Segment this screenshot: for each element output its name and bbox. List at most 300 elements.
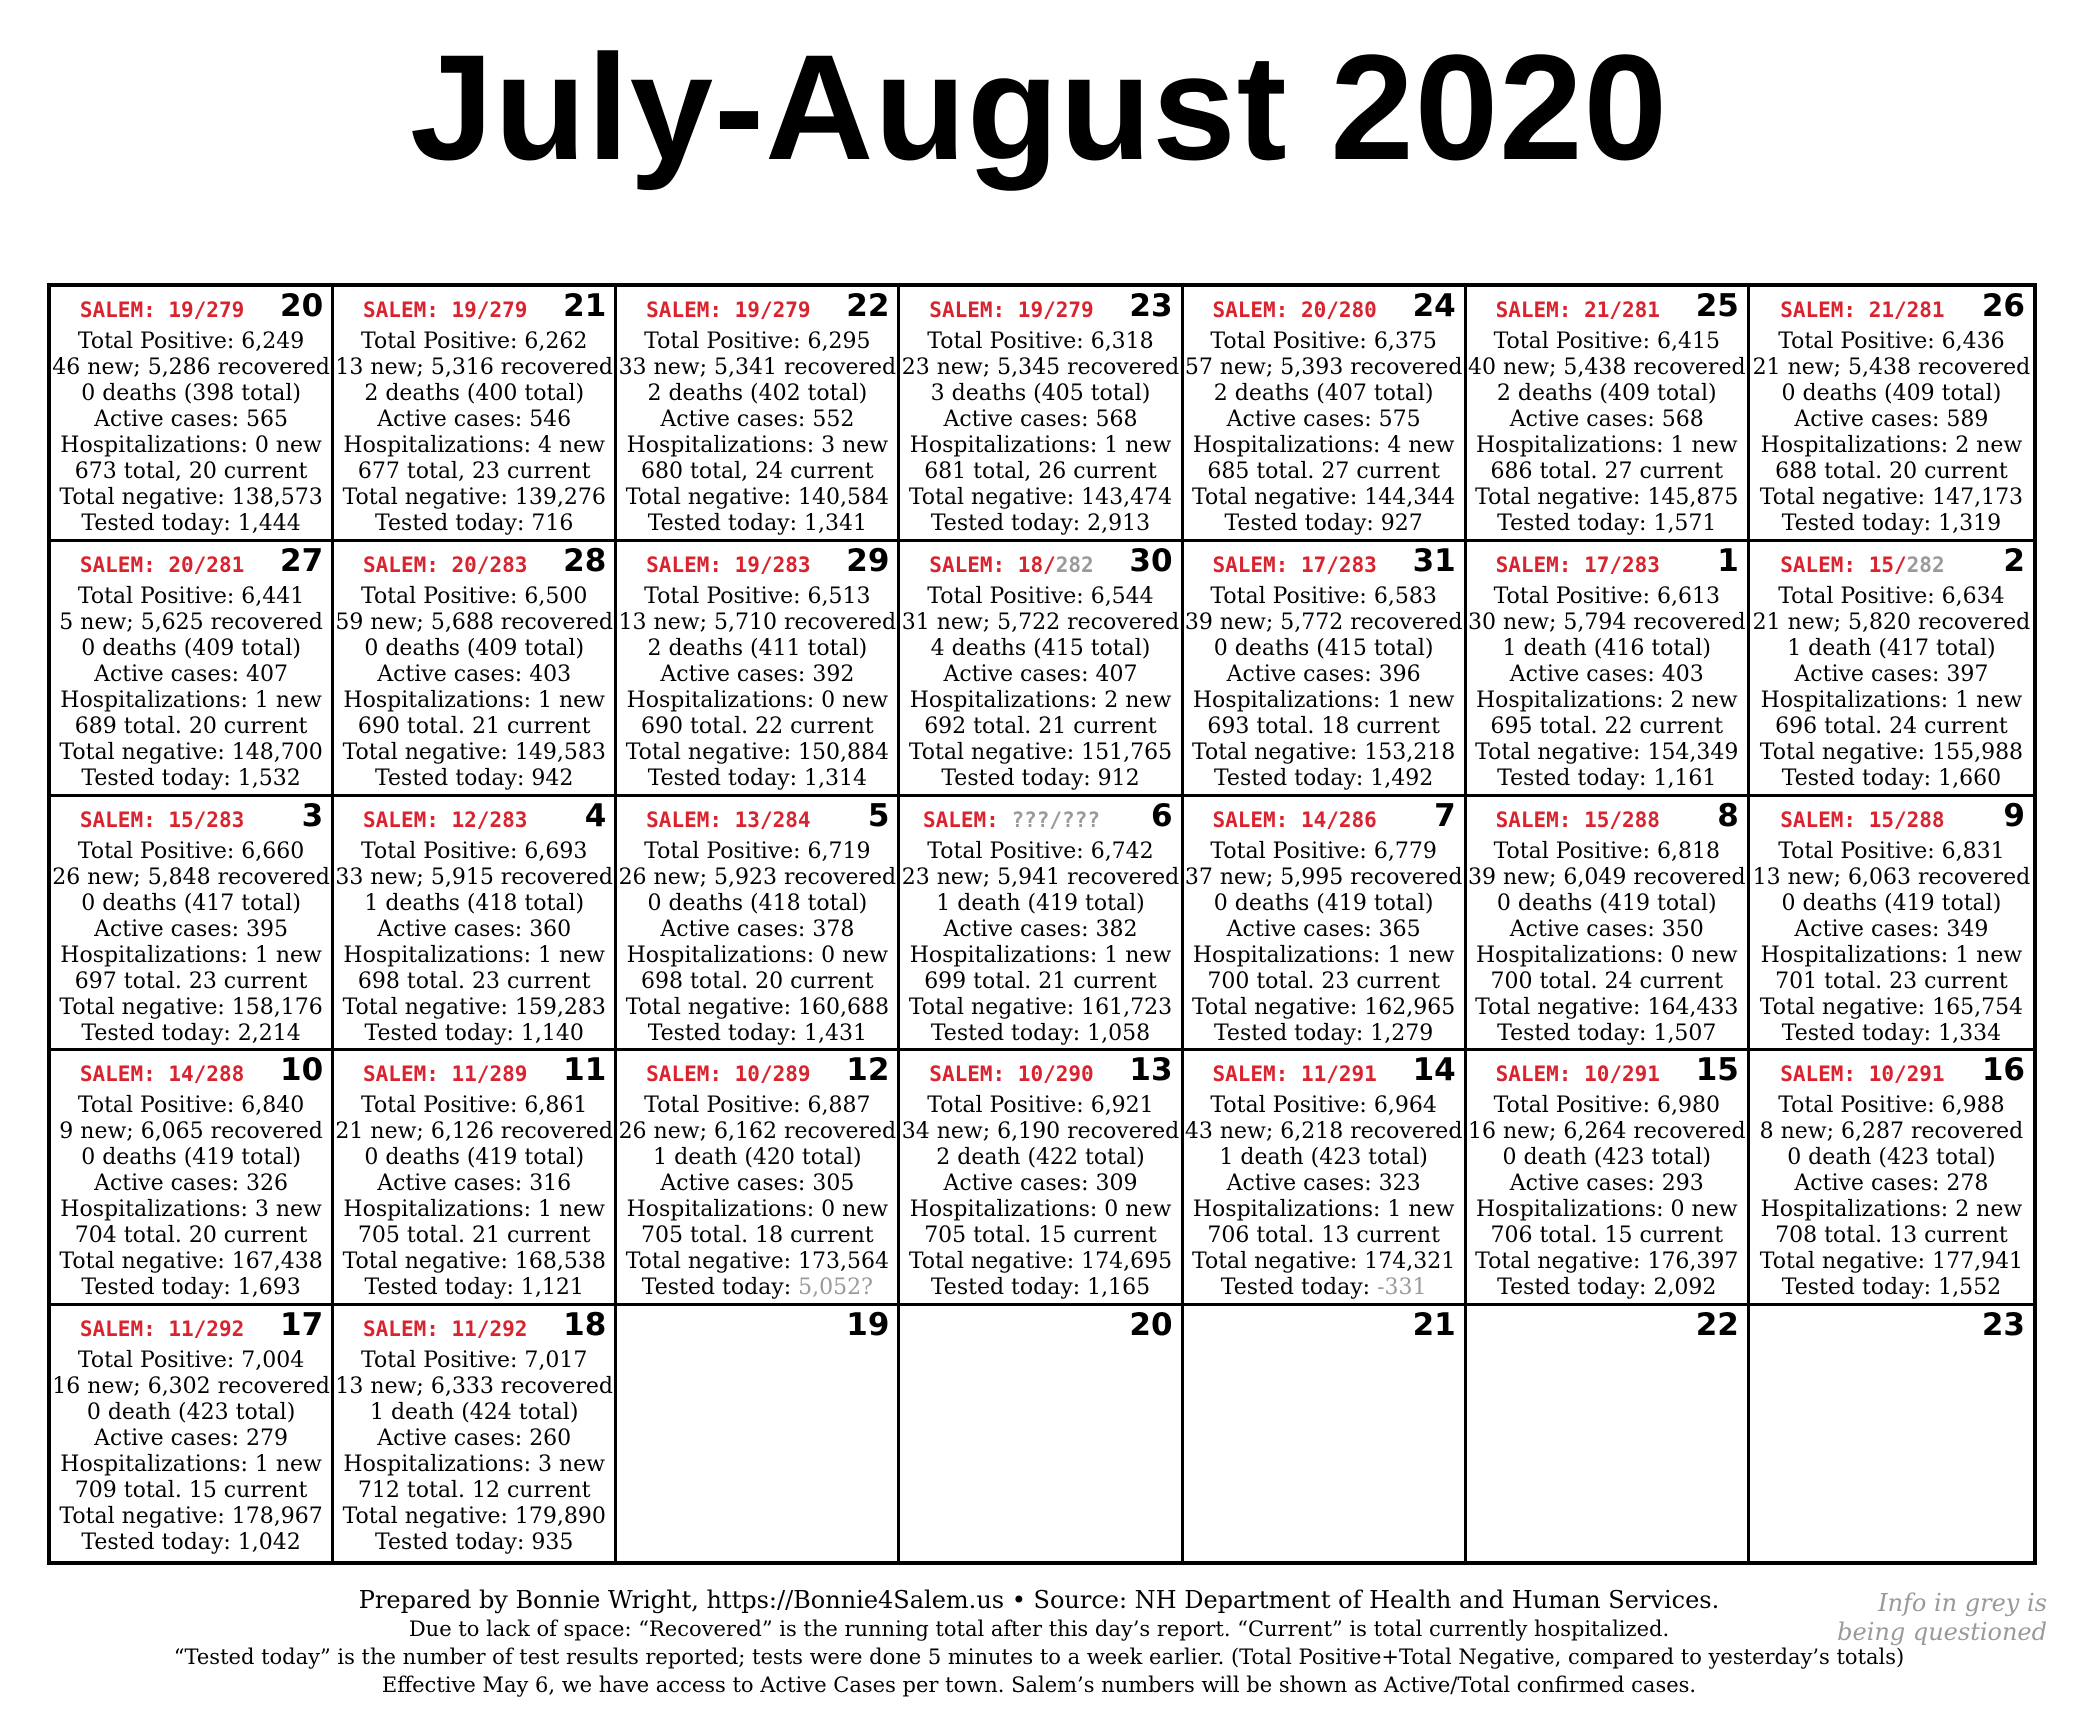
- stat-line: [51, 714, 331, 740]
- stat-line: [900, 1249, 1180, 1275]
- calendar-day-cell: [51, 287, 334, 542]
- stat-line: [51, 329, 331, 355]
- day-header: [906, 797, 1173, 836]
- stat-line: [51, 1119, 331, 1145]
- stat-text: 692 total. 21 current: [924, 713, 1157, 739]
- calendar-day-cell: [617, 287, 900, 542]
- day-number: 19: [846, 1307, 890, 1344]
- stat-text: 1 deaths (418 total): [364, 890, 585, 916]
- salem-cases: [57, 1062, 267, 1086]
- stat-line: [1184, 943, 1464, 969]
- footer-note-tested: “Tested today” is the number of test results reported; tests were done 5 minutes to a week earlier. (Total Positive+Total Negative, compared to yesterday’s totals): [173, 1645, 1905, 1669]
- stat-text: 701 total. 23 current: [1775, 968, 2008, 994]
- stat-text: 2 deaths (411 total): [647, 635, 868, 661]
- stat-text: Hospitalizations: 1 new: [909, 433, 1172, 458]
- stat-line: [1467, 1145, 1747, 1171]
- stat-line: [334, 839, 614, 865]
- stat-text: 2 death (422 total): [936, 1145, 1145, 1171]
- stat-line: [334, 1478, 614, 1504]
- calendar-day-cell: [1467, 1051, 1750, 1306]
- stat-line: [1467, 766, 1747, 792]
- stat-text: Hospitalizations: 0 new: [1475, 942, 1738, 968]
- salem-cases-text: SALEM: 20/280: [1212, 298, 1377, 322]
- stat-line: [1184, 329, 1464, 355]
- stat-line: [1184, 662, 1464, 688]
- day-number: 12: [846, 1052, 890, 1089]
- stat-text: Total negative: 173,564: [625, 1249, 889, 1275]
- stat-text: 1 death (417 total): [1787, 635, 1996, 661]
- calendar-day-cell: [1467, 797, 1750, 1052]
- salem-cases: [906, 298, 1116, 322]
- stat-text: Active cases: 407: [94, 661, 289, 687]
- stat-line: [1467, 584, 1747, 610]
- calendar-day-cell: [1184, 797, 1467, 1052]
- stat-line: [617, 381, 897, 407]
- day-number: 18: [563, 1307, 607, 1344]
- stat-line: [1467, 995, 1747, 1021]
- stat-text: 26 new; 5,923 recovered: [618, 864, 897, 890]
- stat-line: [334, 1530, 614, 1556]
- stat-line: [1467, 459, 1747, 485]
- day-number: 26: [1981, 288, 2025, 324]
- stat-text: 34 new; 6,190 recovered: [901, 1119, 1180, 1145]
- stat-line: [51, 740, 331, 766]
- stat-text: Hospitalizations: 1 new: [1192, 1197, 1455, 1223]
- stat-line: [51, 865, 331, 891]
- salem-cases-text: SALEM: 10/291: [1495, 1062, 1660, 1087]
- stat-line: [1467, 511, 1747, 537]
- stat-text: Tested today: 942: [375, 765, 574, 791]
- stat-line: [334, 1374, 614, 1400]
- stat-text: Hospitalizations: 1 new: [1192, 687, 1455, 713]
- day-number: 16: [1981, 1052, 2025, 1089]
- stat-text: Total negative: 154,349: [1475, 739, 1739, 765]
- day-header: [340, 542, 607, 581]
- day-header: [57, 542, 324, 581]
- stat-text: Total Positive: 6,818: [1493, 838, 1720, 864]
- stat-text: Tested today: 1,334: [1781, 1020, 2002, 1046]
- day-stats: [617, 584, 897, 792]
- stat-text: 0 deaths (409 total): [364, 635, 585, 661]
- stat-text: Tested today: 1,571: [1497, 511, 1717, 536]
- stat-line: [1184, 865, 1464, 891]
- stat-line: [900, 714, 1180, 740]
- salem-cases: [1190, 1062, 1400, 1086]
- stat-text: Total negative: 149,583: [342, 739, 606, 765]
- stat-line: [617, 1119, 897, 1145]
- stat-text: 1 death (420 total): [653, 1145, 862, 1171]
- stat-text: Hospitalizations: 0 new: [626, 687, 889, 713]
- day-header: [1756, 1309, 2025, 1345]
- day-number: 5: [867, 797, 890, 834]
- stat-text: 0 death (423 total): [1502, 1145, 1711, 1171]
- day-stats: [1184, 584, 1464, 792]
- grey-note-line-2: being questioned: [1837, 1618, 2047, 1646]
- stat-line: [900, 381, 1180, 407]
- stat-text: Tested today: 1,532: [81, 765, 301, 791]
- stat-line: [334, 714, 614, 740]
- footer-note-active: Effective May 6, we have access to Active Cases per town. Salem’s numbers will be shown as Active/Total confirmed cases.: [381, 1673, 1697, 1697]
- stat-text: 39 new; 5,772 recovered: [1184, 609, 1463, 635]
- stat-text: Total negative: 147,173: [1759, 485, 2024, 510]
- stat-line: [1467, 1249, 1747, 1275]
- salem-cases-text: SALEM: 19/279: [79, 298, 245, 322]
- stat-text: 705 total. 15 current: [924, 1223, 1157, 1249]
- stat-text: Total Positive: 6,719: [644, 838, 871, 864]
- stat-line: [51, 1400, 331, 1426]
- salem-cases: [1756, 553, 1969, 577]
- stat-line: [900, 1021, 1180, 1047]
- stat-text: Total Positive: 6,441: [77, 583, 305, 609]
- stat-text: Active cases: 360: [377, 916, 572, 942]
- stat-line: [617, 610, 897, 636]
- stat-text: Hospitalizations: 0 new: [626, 1197, 889, 1223]
- stat-line: [617, 511, 897, 537]
- stat-text: Total negative: 177,941: [1759, 1249, 2024, 1275]
- calendar-day-cell: [1467, 1306, 1750, 1561]
- stat-line: [617, 688, 897, 714]
- stat-line: [1750, 865, 2033, 891]
- day-number: 21: [1412, 1307, 1456, 1344]
- salem-cases-text: SALEM: 19/279: [646, 298, 811, 322]
- stat-line: [900, 943, 1180, 969]
- salem-cases-text: SALEM: 19/279: [363, 298, 528, 322]
- stat-text: 37 new; 5,995 recovered: [1184, 864, 1463, 890]
- stat-line: [51, 766, 331, 792]
- stat-line: [1750, 943, 2033, 969]
- stat-line: [900, 1119, 1180, 1145]
- stat-line: [617, 329, 897, 355]
- day-stats: [334, 1348, 614, 1556]
- stat-line: [900, 636, 1180, 662]
- stat-line: [1467, 355, 1747, 381]
- stat-line: [617, 917, 897, 943]
- stat-line: [1750, 662, 2033, 688]
- stat-text: Hospitalizations: 0 new: [1475, 1197, 1738, 1223]
- day-number: 21: [563, 288, 607, 324]
- stat-line: [1750, 636, 2033, 662]
- stat-line: [1750, 433, 2033, 459]
- day-header: [1756, 1054, 2025, 1090]
- stat-text: Hospitalizations: 4 new: [343, 433, 605, 458]
- stat-line: [900, 969, 1180, 995]
- stat-line: [617, 485, 897, 511]
- stat-line: [51, 381, 331, 407]
- salem-cases-text: SALEM: 11/289: [363, 1062, 528, 1087]
- day-stats: [900, 839, 1180, 1047]
- stat-line: [1467, 1093, 1747, 1119]
- day-stats: [1750, 1093, 2033, 1301]
- stat-text: 4 deaths (415 total): [930, 635, 1151, 661]
- salem-cases-text: SALEM: 15/288: [1780, 807, 1945, 832]
- stat-line: [1467, 865, 1747, 891]
- stat-text: 0 deaths (419 total): [1781, 890, 2002, 916]
- stat-line: [1467, 1171, 1747, 1197]
- stat-text: Tested today: 1,058: [930, 1020, 1151, 1046]
- day-stats: [51, 1348, 331, 1556]
- stat-text: Hospitalizations: 2 new: [909, 687, 1172, 713]
- stat-line: [1750, 1021, 2033, 1047]
- salem-cases-text: SALEM: 20/281: [79, 552, 245, 577]
- stat-line: [51, 995, 331, 1021]
- stat-line: [51, 1426, 331, 1452]
- stat-line: [617, 459, 897, 485]
- stat-line: [900, 407, 1180, 433]
- salem-cases-text: SALEM: 15/: [1780, 552, 1907, 577]
- stat-line: [51, 1171, 331, 1197]
- stat-line: [51, 1197, 331, 1223]
- stat-text: Hospitalizations: 2 new: [1760, 1197, 2023, 1223]
- stat-line: [51, 1348, 331, 1374]
- stat-text: 681 total, 26 current: [924, 459, 1157, 484]
- stat-line: [334, 459, 614, 485]
- stat-line: [1467, 381, 1747, 407]
- stat-text: Total negative: 174,695: [908, 1249, 1173, 1275]
- day-stats: [334, 1093, 614, 1301]
- stat-line: [900, 995, 1180, 1021]
- day-header: [623, 542, 890, 581]
- stat-text: Hospitalizations: 0 new: [626, 942, 889, 968]
- salem-cases: [623, 298, 833, 322]
- stat-text: 26 new; 5,848 recovered: [52, 864, 330, 890]
- footer-credits: Prepared by Bonnie Wright, https://Bonnie4Salem.us • Source: NH Department of Health and Human Services.: [358, 1586, 1720, 1614]
- stat-line: [1184, 485, 1464, 511]
- day-stats: [51, 584, 331, 792]
- calendar-day-cell: [1184, 287, 1467, 542]
- stat-text: Tested today: 1,165: [930, 1275, 1151, 1301]
- stat-text: Total negative: 151,765: [908, 739, 1173, 765]
- stat-text: Tested today: 1,507: [1497, 1020, 1717, 1046]
- stat-text: Active cases: 378: [660, 916, 855, 942]
- stat-line: [900, 329, 1180, 355]
- salem-cases-text: SALEM: 10/290: [929, 1062, 1094, 1087]
- stat-line: [1467, 839, 1747, 865]
- stat-line: [1750, 839, 2033, 865]
- stat-line: [617, 766, 897, 792]
- stat-line: [51, 1249, 331, 1275]
- stat-text: Total Positive: 6,415: [1493, 329, 1720, 354]
- stat-text: 685 total. 27 current: [1207, 459, 1440, 484]
- day-number: 22: [846, 288, 890, 324]
- calendar-day-cell: [334, 1306, 617, 1561]
- page-title: July-August 2020: [409, 23, 1669, 191]
- stat-text: Tested today: 1,279: [1213, 1020, 1434, 1046]
- day-header: [1473, 542, 1739, 581]
- salem-cases: [906, 1062, 1116, 1086]
- stat-text: Hospitalizations: 0 new: [909, 1197, 1172, 1223]
- stat-text: 31 new; 5,722 recovered: [901, 609, 1180, 635]
- stat-text: 689 total. 20 current: [74, 713, 308, 739]
- stat-line: [1467, 1119, 1747, 1145]
- calendar-day-cell: [900, 1051, 1183, 1306]
- salem-cases-text: SALEM: 17/283: [1212, 552, 1377, 577]
- stat-text: Tested today: 716: [375, 511, 574, 536]
- stat-line: [617, 433, 897, 459]
- stat-line: [334, 355, 614, 381]
- stat-line: [1467, 1223, 1747, 1249]
- stat-line: [1184, 407, 1464, 433]
- day-number: 3: [301, 797, 324, 834]
- stat-text: 0 deaths (417 total): [81, 890, 301, 916]
- stat-line: [51, 1452, 331, 1478]
- stat-text: Total Positive: 6,500: [361, 583, 588, 609]
- stat-line: [51, 485, 331, 511]
- stat-line: [334, 1504, 614, 1530]
- salem-cases-text: SALEM: 14/288: [79, 1062, 245, 1087]
- salem-cases-text: SALEM: 15/283: [79, 807, 245, 832]
- stat-text: 9 new; 6,065 recovered: [59, 1119, 323, 1145]
- stat-text: Active cases: 350: [1509, 916, 1704, 942]
- stat-line: [1750, 1145, 2033, 1171]
- stat-line: [1750, 485, 2033, 511]
- calendar-grid: [47, 283, 2037, 1565]
- stat-line: [334, 610, 614, 636]
- stat-text: Active cases: 326: [94, 1171, 289, 1197]
- day-stats: [1750, 839, 2033, 1047]
- day-header: [57, 1054, 323, 1090]
- stat-line: [1750, 995, 2033, 1021]
- stat-text: Total negative: 159,283: [342, 994, 606, 1020]
- day-number: 9: [2003, 797, 2025, 834]
- day-header: [1473, 797, 1739, 836]
- stat-text: Total Positive: 6,742: [927, 838, 1154, 864]
- stat-line: [51, 1223, 331, 1249]
- stat-text: Total negative: 138,573: [59, 485, 323, 510]
- stat-line: [334, 766, 614, 792]
- stat-text: 33 new; 5,341 recovered: [618, 355, 897, 380]
- salem-cases: [1473, 553, 1683, 577]
- calendar-day-cell: [334, 1051, 617, 1306]
- stat-line: [1467, 943, 1747, 969]
- stat-text: Active cases: 392: [660, 661, 855, 687]
- stat-line: [617, 1171, 897, 1197]
- salem-cases-text: SALEM: 15/288: [1495, 807, 1660, 832]
- stat-line: [1750, 459, 2033, 485]
- salem-cases: [906, 553, 1116, 577]
- stat-text: Total Positive: 6,693: [361, 838, 588, 864]
- stat-line: [51, 459, 331, 485]
- day-stats: [617, 1093, 897, 1301]
- stat-line: [1750, 1223, 2033, 1249]
- stat-line: [1184, 459, 1464, 485]
- stat-text: Tested today: 1,319: [1781, 511, 2002, 536]
- stat-text: 1 death (419 total): [936, 890, 1145, 916]
- stat-line: [617, 1021, 897, 1047]
- stat-line: [900, 917, 1180, 943]
- stat-line: [617, 714, 897, 740]
- calendar-day-cell: [900, 797, 1183, 1052]
- day-stats: [334, 839, 614, 1047]
- salem-cases-text: SALEM: 12/283: [363, 807, 528, 832]
- day-header: [340, 1309, 606, 1345]
- stat-line: [51, 1504, 331, 1530]
- stat-line: [1750, 511, 2033, 537]
- stat-text: Active cases: 293: [1509, 1171, 1704, 1197]
- day-header: [623, 797, 890, 836]
- calendar-day-cell: [1467, 542, 1750, 797]
- stat-text: Total Positive: 6,249: [77, 329, 305, 354]
- stat-text: 695 total. 22 current: [1490, 713, 1724, 739]
- stat-text: 677 total, 23 current: [357, 459, 591, 484]
- stat-text: 0 deaths (419 total): [1213, 890, 1434, 916]
- stat-text: Total negative: 161,723: [908, 994, 1173, 1020]
- stat-text: Hospitalizations: 1 new: [1760, 687, 2023, 713]
- stat-line: [51, 969, 331, 995]
- stat-line: [1184, 381, 1464, 407]
- stat-text: Total negative: 143,474: [908, 485, 1173, 510]
- stat-text: Active cases: 279: [94, 1426, 289, 1452]
- day-stats: [1467, 1093, 1747, 1301]
- stat-text: 2 deaths (409 total): [1496, 381, 1717, 406]
- stat-line: [51, 1530, 331, 1556]
- stat-text: 690 total. 21 current: [357, 713, 591, 739]
- stat-line: [1467, 1021, 1747, 1047]
- stat-text: 697 total. 23 current: [74, 968, 308, 994]
- day-header: [1190, 797, 1456, 836]
- stat-line: [334, 636, 614, 662]
- stat-text: Total negative: 144,344: [1191, 485, 1456, 510]
- calendar-day-cell: [51, 797, 334, 1052]
- stat-text: 2 deaths (407 total): [1213, 381, 1434, 406]
- stat-line: [617, 943, 897, 969]
- stat-line: [51, 1478, 331, 1504]
- day-number: 11: [563, 1052, 607, 1089]
- stat-line: [1184, 740, 1464, 766]
- stat-text: 686 total. 27 current: [1490, 459, 1724, 484]
- stat-line: [1750, 1171, 2033, 1197]
- stat-text: Active cases: 278: [1794, 1171, 1989, 1197]
- stat-text: Total Positive: 6,544: [927, 583, 1154, 609]
- day-header: [57, 290, 323, 326]
- stat-line: [1750, 688, 2033, 714]
- stat-line: [1750, 917, 2033, 943]
- day-header: [1756, 542, 2025, 581]
- stat-text: Total negative: 155,988: [1759, 739, 2024, 765]
- stat-line: [51, 891, 331, 917]
- calendar-day-cell: [1750, 797, 2033, 1052]
- stat-text: 688 total. 20 current: [1775, 459, 2008, 484]
- stat-text: 699 total. 21 current: [924, 968, 1157, 994]
- stat-text: Total Positive: 7,004: [77, 1348, 305, 1374]
- stat-line: [900, 740, 1180, 766]
- stat-line: [334, 1171, 614, 1197]
- stat-line: [1750, 584, 2033, 610]
- day-number: 30: [1129, 542, 1173, 579]
- stat-text: Total Positive: 7,017: [361, 1348, 588, 1374]
- stat-text: Tested today: 1,492: [1213, 765, 1434, 791]
- stat-text: Active cases: 589: [1794, 407, 1989, 432]
- stat-text: 1 death (423 total): [1219, 1145, 1428, 1171]
- calendar-day-cell: [900, 542, 1183, 797]
- day-stats: [334, 584, 614, 792]
- day-stats: [1750, 329, 2033, 537]
- stat-line: [334, 1119, 614, 1145]
- day-number: 13: [1129, 1052, 1173, 1089]
- stat-text: 3 deaths (405 total): [930, 381, 1151, 406]
- day-stats: [1467, 329, 1747, 537]
- stat-text: Active cases: 395: [94, 916, 289, 942]
- stat-text: Tested today: 1,341: [647, 511, 867, 536]
- day-number: 23: [1981, 1307, 2025, 1344]
- stat-text: Total Positive: 6,964: [1210, 1093, 1437, 1119]
- stat-line: [1184, 584, 1464, 610]
- stat-text: Hospitalizations: 1 new: [909, 942, 1172, 968]
- stat-line: [51, 1145, 331, 1171]
- stat-text: 39 new; 6,049 recovered: [1467, 864, 1746, 890]
- stat-text: Total Positive: 6,436: [1778, 329, 2005, 354]
- stat-text: 59 new; 5,688 recovered: [335, 609, 613, 635]
- day-header: [906, 542, 1173, 581]
